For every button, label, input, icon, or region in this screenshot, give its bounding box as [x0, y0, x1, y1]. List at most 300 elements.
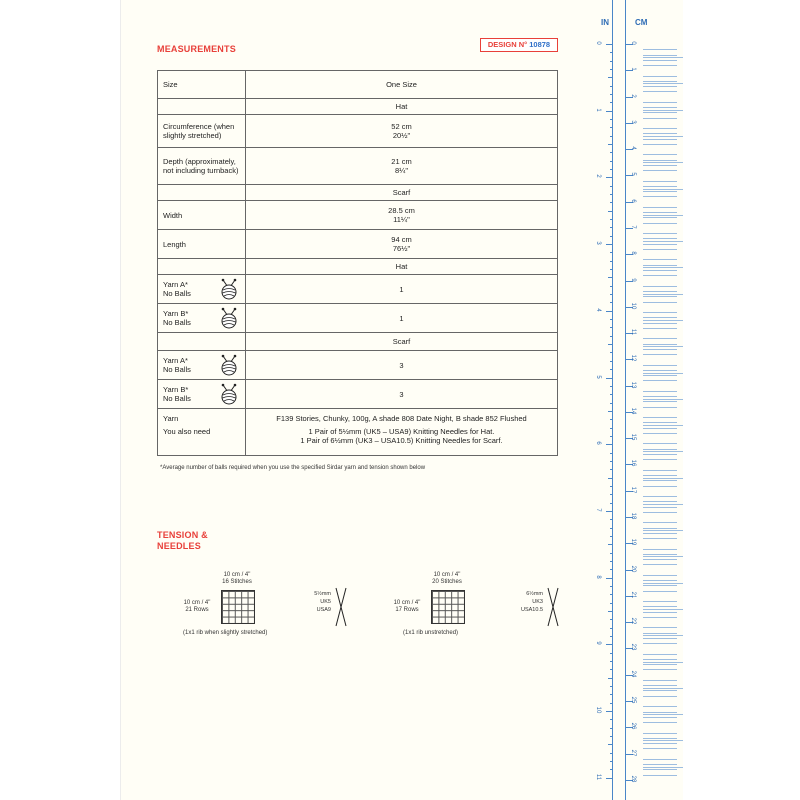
ruler-inch-tick: [606, 111, 613, 112]
ruler-mm-tick: [643, 609, 683, 610]
ruler-inch-subtick: [610, 261, 613, 262]
hat-yarn-b-balls-label: No Balls: [163, 318, 191, 327]
ruler-cm-label: 19: [630, 538, 636, 546]
ruler-mm-tick: [643, 215, 683, 216]
ruler-inch-subtick: [610, 302, 613, 303]
tension-width: 10 cm / 4": [433, 572, 461, 578]
ruler-inch-subtick: [610, 336, 613, 337]
ruler-inch-tick: [606, 44, 613, 45]
ruler-inch-subtick: [610, 227, 613, 228]
ruler-inch-subtick: [610, 703, 613, 704]
ruler-mm-tick: [643, 583, 683, 584]
ruler-inch-subtick: [610, 586, 613, 587]
ruler-mm-tick: [643, 470, 677, 471]
ruler-mm-tick: [643, 764, 677, 765]
ruler-inch-subtick: [610, 603, 613, 604]
ruler-cm-label: 22: [630, 617, 636, 625]
ruler-inch-subtick: [610, 386, 613, 387]
width-label: Width: [158, 201, 246, 230]
ruler-mm-tick: [643, 223, 677, 224]
also-need-2: 1 Pair of 6½mm (UK3 – USA10.5) Knitting Needles for Scarf.: [300, 436, 503, 445]
ruler-mm-tick: [643, 296, 677, 297]
yarn-ball-icon: [219, 354, 239, 376]
ruler-inch-subtick: [610, 327, 613, 328]
ruler-mm-tick: [643, 401, 677, 402]
ruler-mm-tick: [643, 181, 677, 182]
table-row: [158, 148, 558, 185]
ruler-inch-subtick: [608, 344, 613, 345]
ruler-inch-label: 10: [595, 706, 601, 714]
tension-rows: 21 Rows: [185, 607, 209, 613]
ruler-inch-label: 4: [595, 308, 601, 312]
depth-in: 8¼": [394, 166, 409, 175]
ruler-inch-subtick: [610, 469, 613, 470]
ruler-inch-subtick: [610, 536, 613, 537]
hat-yarn-b-value: 1: [246, 304, 558, 333]
ruler-inch-subtick: [610, 202, 613, 203]
ruler-cm-label: 28: [630, 775, 636, 783]
length-cm: 94 cm: [391, 235, 412, 244]
ruler-cm-label: 13: [630, 381, 636, 388]
ruler-mm-tick: [643, 91, 677, 92]
ruler-inch-subtick: [610, 753, 613, 754]
tension-note: (1x1 rib when slightly stretched): [183, 630, 268, 636]
tension-heading-line1: TENSION &: [157, 530, 208, 540]
ruler-inch-tick: [606, 177, 613, 178]
ruler-inch-subtick: [610, 653, 613, 654]
ruler-inch-tick: [606, 578, 613, 579]
ruler-mm-tick: [643, 312, 677, 313]
ruler-cm-label: 5: [630, 172, 636, 177]
ruler-mm-tick: [643, 259, 677, 260]
ruler-inch-subtick: [608, 411, 613, 412]
ruler-inch-subtick: [610, 628, 613, 629]
ruler-mm-tick: [643, 162, 683, 163]
scarf-yarn-a-balls-label: No Balls: [163, 365, 191, 374]
section-hat: Hat: [246, 99, 558, 115]
tension-rows: 17 Rows: [395, 607, 419, 613]
ruler-mm-tick: [643, 112, 677, 113]
design-number-label: DESIGN N°: [487, 40, 528, 49]
ruler-inch-subtick: [610, 152, 613, 153]
size-value: One Size: [246, 71, 558, 99]
ruler-inch-label: 6: [595, 441, 601, 445]
ruler-mm-tick: [643, 373, 683, 374]
ruler-inch-label: 3: [595, 241, 601, 245]
width-in: 11¼": [393, 215, 410, 224]
also-need-label: You also need: [163, 427, 211, 436]
ruler-mm-tick: [643, 302, 677, 303]
ruler-mm-tick: [643, 654, 677, 655]
ruler-cm-label: 0: [630, 41, 636, 45]
ruler-mm-tick: [643, 504, 683, 505]
ruler-cm-label: 23: [630, 644, 636, 651]
tension-stitches: 20 Stitches: [432, 579, 462, 585]
ruler-mm-tick: [643, 664, 677, 665]
ruler-mm-tick: [643, 659, 677, 660]
ruler-inch-subtick: [610, 769, 613, 770]
scarf-yarn-a-value: 3: [246, 351, 558, 380]
depth-label: Depth (approximately, not including turnback): [158, 148, 246, 185]
ruler-inch-subtick: [610, 52, 613, 53]
ruler-inch-subtick: [610, 61, 613, 62]
ruler-mm-tick: [643, 407, 677, 408]
yarn-value: F139 Stories, Chunky, 100g, A shade 808 Date Night, B shade 852 Flushed: [276, 414, 527, 423]
ruler-mm-tick: [643, 451, 683, 452]
ruler-inch-tick: [606, 378, 613, 379]
ruler-inch-subtick: [610, 252, 613, 253]
ruler-inch-subtick: [610, 761, 613, 762]
ruler-cm-label: 11: [630, 328, 636, 336]
ruler-mm-tick: [643, 538, 677, 539]
ruler-mm-tick: [643, 60, 677, 61]
ruler-mm-tick: [643, 775, 677, 776]
section-scarf: Scarf: [246, 185, 558, 201]
ruler-mm-tick: [643, 714, 683, 715]
ruler-mm-tick: [643, 170, 677, 171]
ruler-mm-tick: [643, 635, 683, 636]
scarf-yarn-b-balls-label: No Balls: [163, 394, 191, 403]
needle-uk: UK3: [532, 599, 543, 605]
ruler-mm-tick: [643, 585, 677, 586]
ruler-mm-tick: [643, 186, 677, 187]
ruler-inch-tick: [606, 511, 613, 512]
footnote: *Average number of balls required when you use the specified Sirdar yarn and tension shown below: [160, 465, 426, 471]
ruler-mm-tick: [643, 238, 677, 239]
ruler-mm-tick: [643, 133, 677, 134]
ruler-mm-tick: [643, 323, 677, 324]
ruler-inch-subtick: [610, 294, 613, 295]
ruler-mm-tick: [643, 617, 677, 618]
ruler-inch-subtick: [610, 669, 613, 670]
ruler-inch-subtick: [610, 236, 613, 237]
ruler-mm-tick: [643, 533, 677, 534]
ruler-inch-label: 7: [595, 508, 601, 512]
ruler-cm-label: 2: [630, 93, 636, 98]
ruler-mm-tick: [643, 459, 677, 460]
ruler-cm-label: 14: [630, 407, 636, 415]
ruler-inch-subtick: [610, 594, 613, 595]
ruler-cm-label: 18: [630, 512, 636, 520]
ruler-mm-tick: [643, 81, 677, 82]
ruler-mm-tick: [643, 144, 677, 145]
table-row: [158, 230, 558, 259]
ruler-mm-tick: [643, 55, 677, 56]
ruler-cm-label: 1: [630, 67, 636, 71]
ruler-mm-tick: [643, 690, 677, 691]
measurements-table: [157, 70, 558, 456]
ruler-mm-tick: [643, 580, 677, 581]
ruler-mm-tick: [643, 428, 677, 429]
ruler-inch-subtick: [608, 544, 613, 545]
table-row: [158, 115, 558, 148]
ruler-mm-tick: [643, 165, 677, 166]
ruler-mm-tick: [643, 680, 677, 681]
ruler-mm-tick: [643, 638, 677, 639]
ruler-inch-subtick: [610, 728, 613, 729]
size-label: Size: [158, 71, 246, 99]
ruler-mm-tick: [643, 275, 677, 276]
ruler-mm-tick: [643, 160, 677, 161]
section-scarf-2: Scarf: [246, 333, 558, 351]
needle-usa: USA10.5: [520, 607, 543, 613]
tension-height: 10 cm / 4": [183, 600, 211, 606]
tension-note: (1x1 rib unstretched): [403, 630, 459, 636]
ruler-inch-subtick: [610, 719, 613, 720]
ruler-mm-tick: [643, 575, 677, 576]
ruler-mm-tick: [643, 496, 677, 497]
ruler-inch-header: IN: [601, 18, 609, 27]
ruler-mm-tick: [643, 217, 677, 218]
ruler-mm-tick: [643, 191, 677, 192]
tension-stitches: 16 Stitches: [222, 579, 252, 585]
ruler-mm-tick: [643, 267, 683, 268]
ruler-cm-label: 12: [630, 355, 636, 362]
ruler-inch-subtick: [610, 136, 613, 137]
yarn-ball-icon: [219, 278, 239, 300]
ruler-mm-tick: [643, 57, 683, 58]
section-hat-2: Hat: [246, 259, 558, 275]
ruler-mm-tick: [643, 196, 677, 197]
ruler-mm-tick: [643, 294, 683, 295]
ruler-inch-subtick: [610, 661, 613, 662]
ruler-inch-subtick: [610, 686, 613, 687]
table-row: [158, 185, 558, 201]
ruler-inch-subtick: [608, 744, 613, 745]
ruler-mm-tick: [643, 365, 677, 366]
ruler-mm-tick: [643, 291, 677, 292]
table-row: [158, 201, 558, 230]
tension-heading: [157, 530, 208, 552]
ruler-inch-label: 0: [595, 41, 601, 45]
ruler-mm-tick: [643, 128, 677, 129]
ruler-inch-subtick: [610, 352, 613, 353]
ruler-mm-tick: [643, 349, 677, 350]
needle-usa: USA9: [316, 607, 331, 613]
ruler-mm-tick: [643, 688, 683, 689]
needle-mm: 5½mm: [314, 591, 331, 597]
ruler-inch-subtick: [610, 636, 613, 637]
ruler-inch-subtick: [610, 219, 613, 220]
ruler-inch-subtick: [610, 561, 613, 562]
ruler-mm-tick: [643, 380, 677, 381]
ruler-mm-tick: [643, 118, 677, 119]
table-row: [158, 409, 558, 456]
ruler-mm-tick: [643, 391, 677, 392]
scarf-yarn-a-label: Yarn A*: [163, 356, 188, 365]
ruler-mm-tick: [643, 102, 677, 103]
ruler-inch-subtick: [610, 361, 613, 362]
also-need-1: 1 Pair of 5½mm (UK5 – USA9) Knitting Needles for Hat.: [308, 427, 495, 436]
ruler-mm-tick: [643, 212, 677, 213]
ruler-mm-tick: [643, 612, 677, 613]
ruler-inch-subtick: [608, 211, 613, 212]
ruler-inch-subtick: [610, 319, 613, 320]
ruler-mm-tick: [643, 354, 677, 355]
ruler-inch-subtick: [610, 503, 613, 504]
ruler-inch-subtick: [610, 694, 613, 695]
ruler-mm-tick: [643, 767, 683, 768]
ruler-inch-subtick: [610, 286, 613, 287]
ruler-mm-tick: [643, 633, 677, 634]
ruler-mm-tick: [643, 425, 683, 426]
ruler-cm-label: 20: [630, 565, 636, 572]
ruler-inch-subtick: [608, 478, 613, 479]
needle-uk: UK5: [320, 599, 331, 605]
ruler-mm-tick: [643, 320, 683, 321]
hat-yarn-b-label: Yarn B*: [163, 309, 189, 318]
table-row: [158, 71, 558, 99]
ruler-inch-subtick: [608, 611, 613, 612]
ruler-inch-subtick: [610, 494, 613, 495]
ruler-inch-tick: [606, 644, 613, 645]
ruler-cm-label: 8: [630, 251, 636, 255]
ruler-inch-subtick: [610, 436, 613, 437]
needle-mm: 6½mm: [526, 591, 543, 597]
ruler-mm-tick: [643, 712, 677, 713]
ruler-inch-subtick: [610, 69, 613, 70]
ruler-mm-tick: [643, 627, 677, 628]
yarn-ball-icon: [219, 307, 239, 329]
scarf-yarn-b-value: 3: [246, 380, 558, 409]
ruler-mm-tick: [643, 454, 677, 455]
ruler-mm-tick: [643, 722, 677, 723]
tension-grid: [431, 590, 465, 624]
ruler-inch-tick: [606, 778, 613, 779]
ruler-mm-tick: [643, 706, 677, 707]
ruler-mm-tick: [643, 528, 677, 529]
ruler-inch-subtick: [610, 486, 613, 487]
yarn-ball-icon: [219, 383, 239, 405]
ruler-inch-label: 11: [595, 773, 601, 780]
ruler-mm-tick: [643, 769, 677, 770]
tension-diagram-scarf: [385, 570, 575, 640]
ruler-cm-header: CM: [635, 18, 648, 27]
circumference-cm: 52 cm: [391, 122, 412, 131]
table-row: [158, 333, 558, 351]
ruler-mm-tick: [643, 65, 677, 66]
design-number: 10878: [529, 40, 551, 49]
ruler-inch-subtick: [610, 461, 613, 462]
ruler-inch-subtick: [610, 528, 613, 529]
ruler-mm-tick: [643, 189, 683, 190]
ruler-mm-tick: [643, 265, 677, 266]
ruler-inch-label: 5: [595, 374, 601, 379]
ruler-inch-label: 2: [595, 174, 601, 179]
ruler-mm-tick: [643, 669, 677, 670]
ruler-cm-label: 15: [630, 433, 636, 441]
ruler-inch-subtick: [608, 77, 613, 78]
tension-width: 10 cm / 4": [223, 572, 251, 578]
ruler-mm-tick: [643, 696, 677, 697]
ruler-mm-tick: [643, 233, 677, 234]
ruler-cm-label: 6: [630, 199, 636, 203]
ruler-mm-tick: [643, 375, 677, 376]
design-number-box: [480, 38, 558, 52]
length-in: 76½": [392, 244, 411, 253]
ruler-inch-tick: [606, 711, 613, 712]
hat-yarn-a-label: Yarn A*: [163, 280, 188, 289]
ruler-mm-tick: [643, 110, 683, 111]
ruler-inch-subtick: [610, 161, 613, 162]
ruler-inch-tick: [606, 244, 613, 245]
hat-yarn-a-value: 1: [246, 275, 558, 304]
ruler-mm-tick: [643, 530, 683, 531]
ruler-mm-tick: [643, 738, 677, 739]
yarn-label: Yarn: [163, 414, 179, 423]
ruler-mm-tick: [643, 486, 677, 487]
measurements-heading: MEASUREMENTS: [157, 44, 236, 54]
ruler-inch-tick: [606, 444, 613, 445]
width-cm: 28.5 cm: [388, 206, 415, 215]
table-row: [158, 304, 558, 333]
ruler-mm-tick: [643, 685, 677, 686]
ruler-mm-tick: [643, 49, 677, 50]
ruler-mm-tick: [643, 443, 677, 444]
ruler-inch-label: 1: [595, 108, 601, 112]
ruler-mm-tick: [643, 475, 677, 476]
ruler-mm-tick: [643, 606, 677, 607]
ruler-mm-tick: [643, 643, 677, 644]
ruler-mm-tick: [643, 522, 677, 523]
ruler-mm-tick: [643, 317, 677, 318]
ruler-mm-tick: [643, 480, 677, 481]
ruler-mm-tick: [643, 556, 683, 557]
ruler-mm-tick: [643, 591, 677, 592]
ruler-mm-tick: [643, 328, 677, 329]
ruler-mm-tick: [643, 344, 677, 345]
ruler-mm-tick: [643, 86, 677, 87]
table-row: [158, 259, 558, 275]
ruler-mm-tick: [643, 154, 677, 155]
tension-diagram-hat: [175, 570, 355, 640]
ruler-mm-tick: [643, 512, 677, 513]
ruler-inch-label: 8: [595, 574, 601, 579]
ruler-inch-tick: [606, 311, 613, 312]
ruler-inch-subtick: [610, 619, 613, 620]
ruler-mm-tick: [643, 417, 677, 418]
tension-heading-line2: NEEDLES: [157, 541, 201, 551]
ruler-mm-tick: [643, 83, 683, 84]
ruler-inch-subtick: [610, 453, 613, 454]
depth-cm: 21 cm: [391, 157, 412, 166]
ruler-inch-subtick: [610, 369, 613, 370]
ruler-mm-tick: [643, 740, 683, 741]
ruler-mm-tick: [643, 478, 683, 479]
ruler-mm-tick: [643, 207, 677, 208]
knitting-needles-icon: [545, 586, 561, 628]
ruler-cm-label: 4: [630, 146, 636, 150]
table-row: [158, 351, 558, 380]
ruler-mm-tick: [643, 338, 677, 339]
length-label: Length: [158, 230, 246, 259]
ruler-inch-subtick: [610, 102, 613, 103]
ruler-inch-subtick: [608, 678, 613, 679]
ruler-mm-tick: [643, 249, 677, 250]
ruler-inch-subtick: [610, 428, 613, 429]
ruler-cm-label: 9: [630, 277, 636, 282]
hat-yarn-a-balls-label: No Balls: [163, 289, 191, 298]
ruler-cm-label: 10: [630, 302, 636, 310]
ruler-inch-subtick: [610, 519, 613, 520]
ruler-mm-tick: [643, 396, 677, 397]
ruler-mm-tick: [643, 507, 677, 508]
ruler-mm-tick: [643, 399, 683, 400]
ruler-inch-subtick: [610, 119, 613, 120]
ruler-cm-label: 17: [630, 486, 636, 494]
ruler-cm-label: 21: [630, 591, 636, 599]
ruler-mm-tick: [643, 449, 677, 450]
